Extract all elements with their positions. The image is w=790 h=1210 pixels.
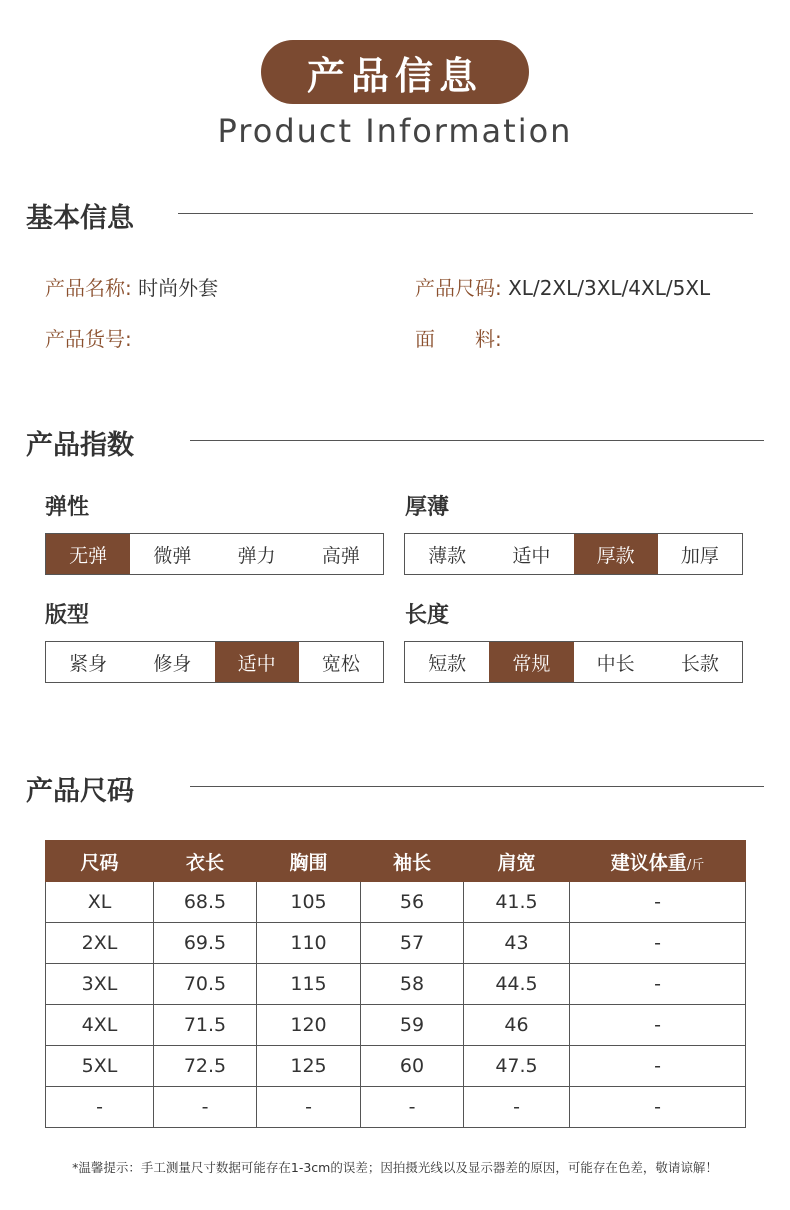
table-row	[46, 882, 746, 923]
index-option: 适中	[512, 544, 551, 567]
table-cell: 70.5	[154, 964, 257, 1005]
table-cell: 59	[361, 1005, 464, 1046]
column-header: 袖长	[361, 841, 464, 882]
column-header-label: 建议体重	[610, 851, 687, 874]
table-cell: 105	[257, 882, 361, 923]
table-cell: 41.5	[464, 882, 570, 923]
info-fabric	[415, 323, 502, 352]
page-title-badge	[261, 40, 529, 104]
table-cell: -	[570, 964, 746, 1005]
index-option: 短款	[428, 652, 467, 675]
section-title-basic: 基本信息	[26, 203, 134, 234]
index-scale-length	[404, 641, 743, 683]
table-cell: -	[570, 1087, 746, 1128]
index-option: 宽松	[321, 652, 360, 675]
index-option: 高弹	[321, 544, 360, 567]
info-product-name	[45, 272, 218, 301]
table-cell: -	[570, 1005, 746, 1046]
table-cell: 4XL	[46, 1005, 154, 1046]
table-cell: 115	[257, 964, 361, 1005]
index-option: 无弹	[46, 534, 130, 574]
table-cell: 57	[361, 923, 464, 964]
footnote: *温馨提示：手工测量尺寸数据可能存在1-3cm的误差；因拍摄光线以及显示器差的原因，可能存在色差，敬请谅解！	[72, 1160, 718, 1175]
index-scale-thickness	[404, 533, 743, 575]
info-label: 产品货号:	[45, 327, 132, 351]
table-cell: -	[570, 1046, 746, 1087]
table-cell: -	[46, 1087, 154, 1128]
index-label-fit: 版型	[45, 603, 90, 628]
table-cell: 125	[257, 1046, 361, 1087]
info-value: XL/2XL/3XL/4XL/5XL	[508, 276, 711, 300]
index-label-elasticity: 弹性	[45, 495, 90, 520]
table-cell: 60	[361, 1046, 464, 1087]
index-label-thickness: 厚薄	[405, 495, 450, 520]
table-cell: -	[570, 923, 746, 964]
index-option: 弹力	[237, 544, 276, 567]
index-option: 微弹	[153, 544, 192, 567]
index-option: 适中	[215, 642, 299, 682]
table-cell: -	[154, 1087, 257, 1128]
table-cell: 46	[464, 1005, 570, 1046]
table-cell: -	[361, 1087, 464, 1128]
section-title-index: 产品指数	[26, 430, 134, 461]
column-header	[464, 841, 570, 882]
column-header-label: 肩宽	[497, 851, 536, 874]
section-divider	[178, 213, 753, 214]
index-scale-elasticity	[45, 533, 384, 575]
index-option: 修身	[153, 652, 192, 675]
section-divider	[190, 786, 764, 787]
info-product-size	[415, 272, 710, 301]
index-option: 薄款	[428, 544, 467, 567]
table-row	[46, 1087, 746, 1128]
info-label: 产品尺码:	[415, 276, 502, 300]
table-cell: -	[570, 882, 746, 923]
table-row	[46, 1046, 746, 1087]
index-option: 长款	[680, 652, 719, 675]
section-title-sizes: 产品尺码	[26, 776, 134, 807]
table-row	[46, 1005, 746, 1046]
column-header: 尺码	[46, 841, 154, 882]
info-label: 产品名称:	[45, 276, 132, 300]
column-header: 衣长	[154, 841, 257, 882]
table-cell: 69.5	[154, 923, 257, 964]
page-title: 产品信息	[306, 53, 483, 98]
weight-unit: /斤	[686, 857, 705, 873]
table-cell: 120	[257, 1005, 361, 1046]
table-cell: 56	[361, 882, 464, 923]
table-cell: 3XL	[46, 964, 154, 1005]
index-option: 加厚	[680, 544, 719, 567]
index-option: 中长	[596, 652, 635, 675]
table-cell: 47.5	[464, 1046, 570, 1087]
section-divider	[190, 440, 764, 441]
table-cell: 68.5	[154, 882, 257, 923]
table-cell: 71.5	[154, 1005, 257, 1046]
table-row	[46, 964, 746, 1005]
info-value: 时尚外套	[138, 276, 219, 300]
index-option: 紧身	[69, 652, 108, 675]
table-cell: 58	[361, 964, 464, 1005]
table-cell: -	[464, 1087, 570, 1128]
index-option: 常规	[489, 642, 573, 682]
table-cell: 110	[257, 923, 361, 964]
page-subtitle: Product Information	[217, 112, 573, 150]
index-scale-fit	[45, 641, 384, 683]
table-cell: 72.5	[154, 1046, 257, 1087]
table-cell: XL	[46, 882, 154, 923]
index-label-length: 长度	[405, 603, 450, 628]
info-product-sku	[45, 323, 132, 352]
size-table-header	[46, 841, 746, 882]
size-table	[45, 840, 746, 1128]
table-cell: 44.5	[464, 964, 570, 1005]
table-cell: 5XL	[46, 1046, 154, 1087]
table-cell: 2XL	[46, 923, 154, 964]
info-label: 面 料:	[415, 327, 502, 351]
table-cell: 43	[464, 923, 570, 964]
index-option: 厚款	[574, 534, 658, 574]
column-header: 胸围	[257, 841, 361, 882]
column-header	[570, 841, 746, 882]
table-cell: -	[257, 1087, 361, 1128]
table-row	[46, 923, 746, 964]
